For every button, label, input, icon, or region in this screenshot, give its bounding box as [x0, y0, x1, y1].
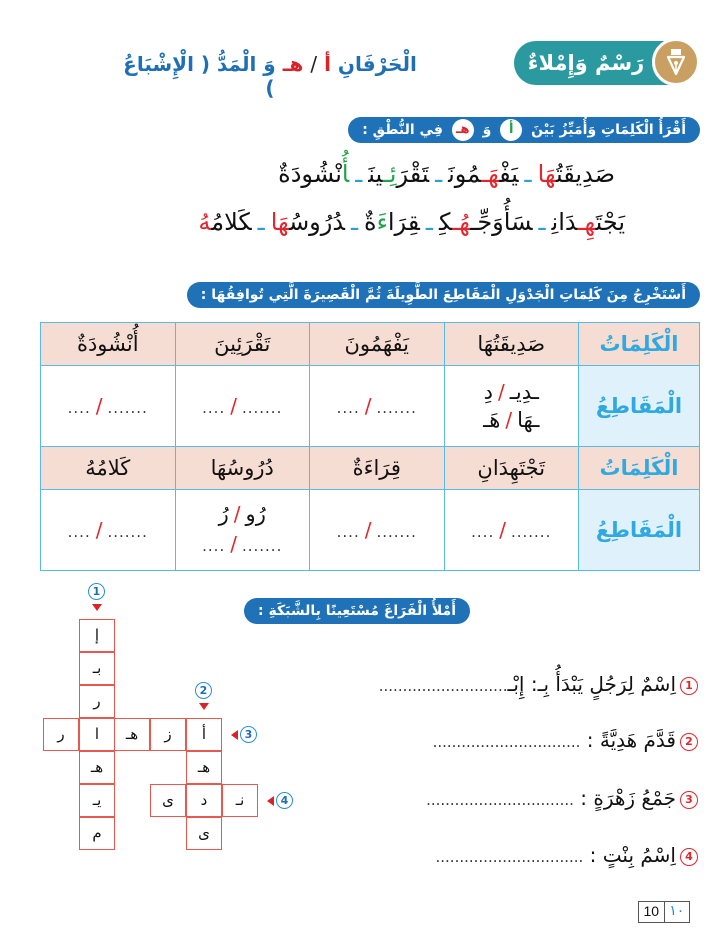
word-part: كِ: [438, 208, 453, 236]
slash: /: [95, 518, 103, 542]
crossword-cell-word1[interactable]: ر: [79, 685, 115, 718]
arrow-down-icon: [92, 604, 102, 611]
word-part: يَفْ: [499, 160, 519, 188]
separator-dash: ـ: [355, 160, 363, 188]
lesson-title-part2: وَ الْمَدُّ ( الْإِشْبَاعُ ): [123, 52, 276, 100]
separator-dash: ـ: [350, 208, 358, 236]
word-line-1: [278, 160, 615, 188]
blank-short[interactable]: ....: [471, 523, 495, 541]
syllable-answer-cell[interactable]: [310, 366, 445, 447]
slash: /: [505, 408, 513, 432]
words-row-1: [41, 323, 700, 366]
letter-a-badge: أ: [500, 119, 522, 141]
conjunction: وَ: [482, 122, 492, 138]
syllables-row-2: [41, 490, 700, 571]
practice-word: [278, 160, 349, 188]
word-cell: تَجْتَهِدَانِ: [444, 447, 579, 490]
crossword-cell-word1[interactable]: م: [79, 817, 115, 850]
separator-dash: ـ: [257, 208, 265, 236]
answer-blank[interactable]: ...........................: [378, 677, 508, 695]
answer-prefill: إِبْـ: [507, 672, 525, 696]
practice-word: [364, 208, 420, 236]
letter-h-badge: هـ: [452, 119, 474, 141]
pen-nib-icon: [652, 38, 700, 86]
page-number-arabic: ١٠: [669, 903, 685, 919]
example-short: هَـ: [483, 408, 501, 432]
practice-word: [271, 208, 345, 236]
page-number: [638, 901, 690, 923]
blank-long[interactable]: .......: [376, 523, 417, 541]
arrow-left-icon: [267, 796, 274, 806]
practice-word: [552, 208, 625, 236]
word-part: مُونَ: [448, 160, 482, 188]
blank-long[interactable]: .......: [241, 399, 283, 417]
answer-blank[interactable]: ...............................: [435, 848, 584, 866]
word-part: دَانِ: [551, 208, 578, 236]
crossword-cell-word3[interactable]: هـ: [114, 718, 150, 751]
word-cell: كَلامُهُ: [41, 447, 176, 490]
word-cell: أُنْشُودَةٌ: [41, 323, 176, 366]
syllables-table: [40, 322, 700, 571]
question-number: 4: [680, 848, 698, 866]
blank-long[interactable]: .......: [241, 537, 283, 555]
syllable-answer-line[interactable]: [177, 529, 309, 561]
syllable-answer-cell[interactable]: [444, 490, 579, 571]
crossword-cell-word2[interactable]: ى: [186, 817, 222, 850]
separator-dash: ـ: [435, 160, 443, 188]
highlight-hamza: أُ: [341, 160, 350, 188]
example-short: رُ: [218, 502, 229, 526]
practice-word: [439, 208, 533, 236]
word-cell: تَقْرَئِينَ: [175, 323, 310, 366]
slash: /: [364, 394, 372, 418]
crossword-cell-word4[interactable]: ى: [150, 784, 186, 817]
exercise2-instruction: أَسْتَخْرِجُ مِنَ كَلِمَاتِ الْجَدْوَلِ الْمَقَاطِعَ الطَّوِيلَةَ ثُمَّ الْقَصِيرَةَ الَّتِي تُوافِقُهَا :: [187, 282, 700, 308]
crossword-cell-word1[interactable]: ا: [79, 718, 115, 751]
label-syllables: الْمَقَاطِعُ: [579, 366, 700, 447]
highlight-h: هُـ: [452, 208, 471, 236]
separator-dash: ـ: [538, 208, 546, 236]
syllables-row-1: [41, 366, 700, 447]
highlight-h: هِـ: [577, 208, 596, 236]
blank-long[interactable]: .......: [107, 523, 148, 541]
page-number-latin: 10: [639, 902, 665, 922]
blank-short[interactable]: ....: [202, 537, 226, 555]
slash: /: [230, 532, 237, 556]
question-1: [379, 672, 698, 696]
word-cell: يَفْهَمُونَ: [310, 323, 445, 366]
word-part: دُرُوسُ: [289, 208, 345, 236]
word-part: ينَ: [368, 160, 383, 188]
highlight-h: هُ: [198, 208, 212, 236]
arrow-down-icon: [199, 703, 209, 710]
crossword-cell-word1[interactable]: بـ: [79, 652, 115, 685]
question-text: قَدَّمَ هَدِيَّةً :: [586, 728, 676, 752]
syllable-answer-cell[interactable]: [310, 490, 445, 571]
word-cell: صَدِيقَتُهَا: [444, 323, 579, 366]
blank-short[interactable]: ....: [336, 399, 360, 417]
highlight-h: هَا: [270, 208, 290, 236]
clue-number-4: 4: [276, 792, 293, 809]
question-text: اِسْمُ بِنْتٍ :: [589, 843, 676, 867]
lesson-title-part1: الْحَرْفَانِ: [337, 52, 417, 76]
answer-blank[interactable]: ...............................: [432, 733, 581, 751]
highlight-h: هَـ: [481, 160, 500, 188]
example-short: دِ: [483, 380, 493, 404]
practice-word: [538, 160, 615, 188]
instruction-end: فِي النُّطْقِ :: [362, 122, 443, 138]
word-part: يَجْتَ: [595, 208, 625, 236]
unit-title: رَسْمٌ وَإِمْلاءٌ: [514, 41, 682, 85]
blank-long[interactable]: .......: [107, 399, 148, 417]
unit-title-pill: [514, 38, 700, 88]
clue-number-2: 2: [195, 682, 212, 699]
crossword-cell-word3[interactable]: ر: [43, 718, 79, 751]
question-text: اِسْمٌ لِرَجُلٍ يَبْدَأُ بِـ:: [530, 672, 676, 696]
word-part: نْشُودَةٌ: [278, 160, 342, 188]
syllable-answer-cell[interactable]: [175, 366, 310, 447]
highlight-hamza: ئِـ: [382, 160, 397, 188]
blank-short[interactable]: ....: [67, 399, 91, 417]
crossword-cell-word1[interactable]: يـ: [79, 784, 115, 817]
blank-short[interactable]: ....: [67, 523, 91, 541]
word-part: صَدِيقَتُ: [555, 160, 615, 188]
slash: /: [497, 380, 505, 404]
arrow-left-icon: [231, 730, 238, 740]
label-syllables: الْمَقَاطِعُ: [579, 490, 700, 571]
word-cell: قِرَاءَةٌ: [310, 447, 445, 490]
example-long: ـهَا: [517, 408, 540, 432]
crossword-cell-word1[interactable]: إ: [79, 619, 115, 652]
highlight-h: هَا: [537, 160, 556, 188]
lesson-title: [120, 52, 420, 100]
slash: /: [230, 394, 237, 418]
blank-long[interactable]: .......: [376, 399, 417, 417]
words-row-2: [41, 447, 700, 490]
question-number: 2: [680, 733, 698, 751]
lesson-slash: /: [310, 52, 318, 76]
crossword-cell-word3[interactable]: ز: [150, 718, 186, 751]
clue-number-3: 3: [240, 726, 257, 743]
word-part: قِرَا: [387, 208, 420, 236]
question-number: 1: [680, 677, 698, 695]
crossword-cell-word1[interactable]: هـ: [79, 751, 115, 784]
exercise1-instruction: [348, 117, 700, 143]
crossword-cell-word2[interactable]: هـ: [186, 751, 222, 784]
example-long: ـدِيـ: [509, 380, 539, 404]
practice-word: [198, 208, 251, 236]
syllable-answer-cell[interactable]: [41, 490, 176, 571]
example-long: رُو: [245, 502, 266, 526]
blank-short[interactable]: ....: [202, 399, 226, 417]
label-words: الْكَلِمَاتُ: [579, 323, 700, 366]
slash: /: [233, 502, 241, 526]
crossword-cell-word4[interactable]: نـ: [222, 784, 258, 817]
practice-word: [368, 160, 429, 188]
question-text: جَمْعُ زَهْرَةٍ :: [580, 786, 676, 810]
blank-long[interactable]: .......: [510, 523, 552, 541]
question-3: [426, 786, 698, 810]
blank-short[interactable]: ....: [336, 523, 360, 541]
highlight-hamza: ءَ: [376, 208, 388, 236]
question-2: [433, 728, 698, 752]
practice-word: [448, 160, 518, 188]
syllable-answer-cell[interactable]: [41, 366, 176, 447]
lesson-letter-h: هـ: [282, 52, 304, 76]
answer-blank[interactable]: ...............................: [426, 791, 574, 809]
syllable-example-cell: [444, 366, 579, 447]
slash: /: [364, 518, 372, 542]
word-part: تَقْرَ: [396, 160, 430, 188]
question-4: [436, 843, 699, 867]
word-part: سَأُوَجِّـ: [470, 208, 533, 236]
crossword-cell-word4[interactable]: د: [186, 784, 222, 817]
slash: /: [499, 518, 506, 542]
instruction-start: أَقْرَأُ الْكَلِمَاتِ وَأُمَيِّزُ بَيْنَ: [531, 122, 686, 138]
syllable-example-cell[interactable]: [175, 490, 310, 571]
word-part: ةٌ: [363, 208, 377, 236]
separator-dash: ـ: [524, 160, 532, 188]
word-cell: دُرُوسُهَا: [175, 447, 310, 490]
label-words: الْكَلِمَاتُ: [579, 447, 700, 490]
word-line-2: [198, 208, 625, 236]
slash: /: [95, 394, 103, 418]
separator-dash: ـ: [425, 208, 433, 236]
lesson-letter-a: أ: [324, 52, 331, 76]
clue-number-1: 1: [88, 583, 105, 600]
question-number: 3: [680, 791, 698, 809]
exercise3-instruction: أَمْلأُ الْفَرَاغَ مُسْتَعِينًا بِالشَّبَكَةِ :: [244, 598, 470, 624]
crossword-cell-word3[interactable]: أ: [186, 718, 222, 751]
word-part: كَلامُ: [211, 208, 252, 236]
